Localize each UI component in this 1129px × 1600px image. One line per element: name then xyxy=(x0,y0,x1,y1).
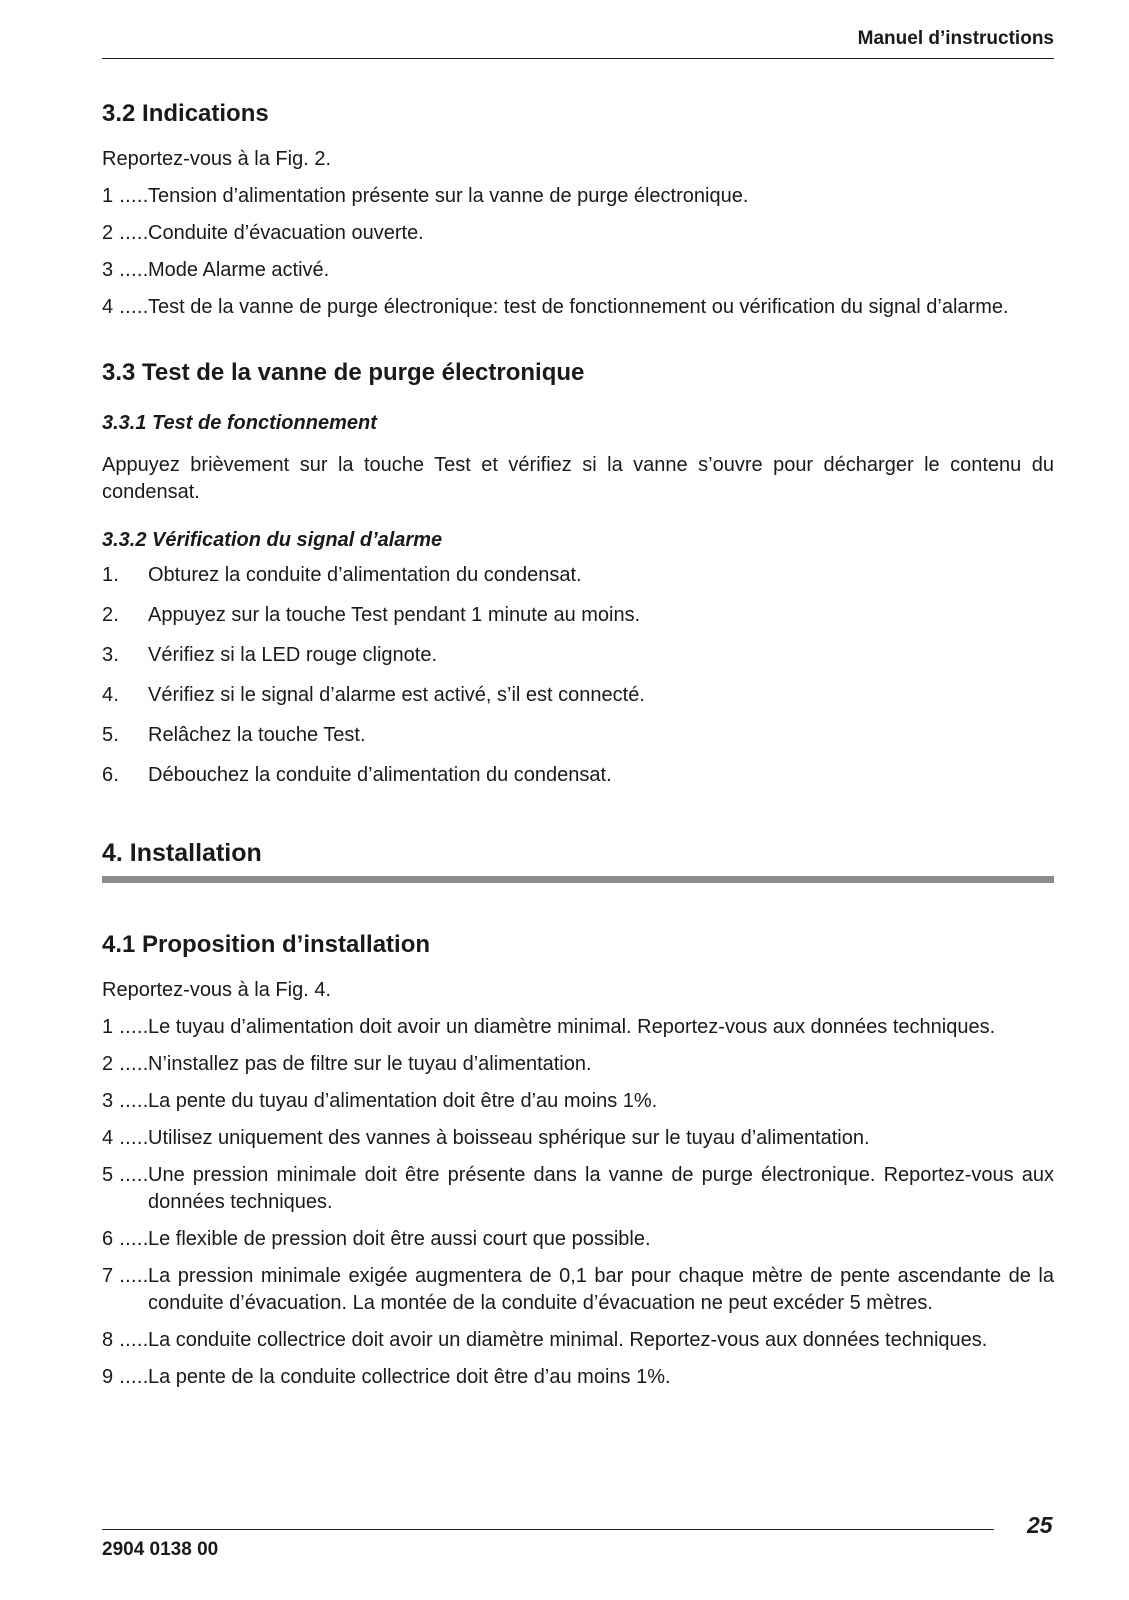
list-item xyxy=(102,1226,1054,1253)
list-item xyxy=(102,1364,1054,1391)
list-item-text: La pente de la conduite collectrice doit être d’au moins 1%. xyxy=(148,1366,671,1388)
list-item-number: 3 ..... xyxy=(102,259,149,281)
list-item xyxy=(102,1088,1054,1115)
header-title: Manuel d’instructions xyxy=(857,28,1054,49)
list-item-number: 3. xyxy=(102,644,120,666)
section-4-1-title: 4.1 Proposition d’installation xyxy=(102,931,431,958)
list-item-number: 5. xyxy=(102,724,120,746)
list-item-number: 2. xyxy=(102,604,120,626)
footer-rule xyxy=(102,1529,994,1530)
section-4-1-list xyxy=(102,1014,1054,1391)
list-item-text: Mode Alarme activé. xyxy=(148,259,330,281)
subsection-3-3-1-text: Appuyez brièvement sur la touche Test et vérifiez si la vanne s’ouvre pour décharger le contenu du condensat. xyxy=(102,454,1054,503)
list-item-number: 4. xyxy=(102,684,120,706)
list-item-text: Le tuyau d’alimentation doit avoir un diamètre minimal. Reportez-vous aux données techniques. xyxy=(148,1016,996,1038)
list-item-number: 1 ..... xyxy=(102,185,149,207)
chapter-divider-bar xyxy=(102,876,1054,883)
list-item-text: Débouchez la conduite d’alimentation du condensat. xyxy=(148,764,612,786)
list-item-number: 1. xyxy=(102,564,120,586)
list-item xyxy=(102,183,1054,210)
list-item-number: 5 ..... xyxy=(102,1164,149,1186)
list-item-text: Appuyez sur la touche Test pendant 1 minute au moins. xyxy=(148,604,641,626)
list-item xyxy=(102,1327,1054,1354)
list-item-text: N’installez pas de filtre sur le tuyau d’alimentation. xyxy=(148,1053,592,1075)
section-4-1-intro: Reportez-vous à la Fig. 4. xyxy=(102,979,331,1001)
subsection-3-3-2-steps xyxy=(102,562,1054,789)
header-rule xyxy=(102,58,1054,59)
list-item xyxy=(102,762,1054,789)
list-item-text: Vérifiez si la LED rouge clignote. xyxy=(148,644,438,666)
chapter-4-title: 4. Installation xyxy=(102,839,262,867)
list-item xyxy=(102,642,1054,669)
list-item-text: La pente du tuyau d’alimentation doit être d’au moins 1%. xyxy=(148,1090,658,1112)
list-item-text: Le flexible de pression doit être aussi court que possible. xyxy=(148,1228,651,1250)
section-3-2-title: 3.2 Indications xyxy=(102,100,269,127)
list-item-text: Conduite d’évacuation ouverte. xyxy=(148,222,424,244)
section-3-2-list xyxy=(102,183,1054,321)
list-item-text: Tension d’alimentation présente sur la vanne de purge électronique. xyxy=(148,185,749,207)
list-item xyxy=(102,1125,1054,1152)
list-item-number: 6 ..... xyxy=(102,1228,149,1250)
list-item xyxy=(102,294,1054,321)
page-content xyxy=(102,100,1054,1391)
subsection-3-3-1-title: 3.3.1 Test de fonctionnement xyxy=(102,412,377,434)
list-item-number: 4 ..... xyxy=(102,1127,149,1149)
list-item xyxy=(102,1014,1054,1041)
section-3-2-intro: Reportez-vous à la Fig. 2. xyxy=(102,148,331,170)
list-item-text: Utilisez uniquement des vannes à boisseau sphérique sur le tuyau d’alimentation. xyxy=(148,1127,870,1149)
list-item xyxy=(102,1051,1054,1078)
list-item xyxy=(102,722,1054,749)
list-item-number: 7 ..... xyxy=(102,1265,149,1287)
list-item-number: 8 ..... xyxy=(102,1329,149,1351)
list-item-number: 6. xyxy=(102,764,120,786)
list-item xyxy=(102,682,1054,709)
list-item-number: 4 ..... xyxy=(102,296,149,318)
list-item xyxy=(102,1162,1054,1216)
list-item-number: 1 ..... xyxy=(102,1016,149,1038)
list-item xyxy=(102,257,1054,284)
list-item xyxy=(102,602,1054,629)
list-item-number: 9 ..... xyxy=(102,1366,149,1388)
list-item xyxy=(102,220,1054,247)
list-item-number: 3 ..... xyxy=(102,1090,149,1112)
list-item xyxy=(102,1263,1054,1317)
document-code: 2904 0138 00 xyxy=(102,1539,219,1560)
list-item-text: Obturez la conduite d’alimentation du condensat. xyxy=(148,564,582,586)
list-item-text: Relâchez la touche Test. xyxy=(148,724,366,746)
page-number: 25 xyxy=(1027,1512,1053,1538)
list-item-text: La conduite collectrice doit avoir un diamètre minimal. Reportez-vous aux données techniques. xyxy=(148,1329,988,1351)
section-3-3-title: 3.3 Test de la vanne de purge électronique xyxy=(102,359,585,386)
list-item-text: Test de la vanne de purge électronique: test de fonctionnement ou vérification du signal d’alarme. xyxy=(148,296,1009,318)
list-item-text: Vérifiez si le signal d’alarme est activé, s’il est connecté. xyxy=(148,684,645,706)
list-item-text: La pression minimale exigée augmentera de 0,1 bar pour chaque mètre de pente ascendante de la conduite d’évacuation. La montée de la conduite d’évacuation ne peut excéder 5 mètres. xyxy=(148,1265,1054,1314)
subsection-3-3-2-title: 3.3.2 Vérification du signal d’alarme xyxy=(102,529,443,551)
list-item xyxy=(102,562,1054,589)
list-item-text: Une pression minimale doit être présente dans la vanne de purge électronique. Reportez-vous aux données techniques. xyxy=(148,1164,1054,1213)
list-item-number: 2 ..... xyxy=(102,1053,149,1075)
list-item-number: 2 ..... xyxy=(102,222,149,244)
